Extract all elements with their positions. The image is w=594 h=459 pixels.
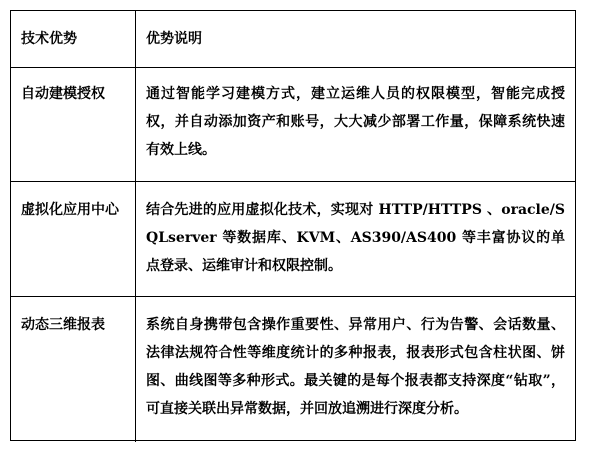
row-title-cell xyxy=(11,297,136,442)
row-title: 动态三维报表 xyxy=(21,317,105,333)
header-label-description: 优势说明 xyxy=(146,31,202,47)
row-description-cell xyxy=(136,68,575,181)
row-title-cell xyxy=(11,68,136,181)
row-description: 系统自身携带包含操作重要性、异常用户、行为告警、会话数量、法律法规符合性等维度统计的多种报表，报表形式包含柱状图、饼图、曲线图等多种形式。最关键的是每个报表都支持深度“钻取”，可直接关联出异常数据，并回放追溯进行深度分析。 xyxy=(146,317,565,417)
header-label-advantage: 技术优势 xyxy=(21,31,77,47)
row-title-cell xyxy=(11,182,136,296)
row-description: 结合先进的应用虚拟化技术，实现对 HTTP/HTTPS 、oracle/SQLserver 等数据库、KVM、AS390/AS400 等丰富协议的单点登录、运维审计和权限控制。 xyxy=(146,202,565,274)
table-row xyxy=(11,297,575,442)
header-cell-advantage xyxy=(11,11,136,67)
row-description-cell xyxy=(136,182,575,296)
advantages-table xyxy=(10,10,576,441)
row-description: 通过智能学习建模方式，建立运维人员的权限模型，智能完成授权，并自动添加资产和账号，大大减少部署工作量，保障系统快速有效上线。 xyxy=(146,86,565,158)
row-description-cell xyxy=(136,297,575,442)
table-row xyxy=(11,182,575,297)
table-header-row xyxy=(11,11,575,68)
row-title: 虚拟化应用中心 xyxy=(21,202,119,218)
table-row xyxy=(11,68,575,182)
row-title: 自动建模授权 xyxy=(21,86,105,102)
header-cell-description xyxy=(136,11,575,67)
